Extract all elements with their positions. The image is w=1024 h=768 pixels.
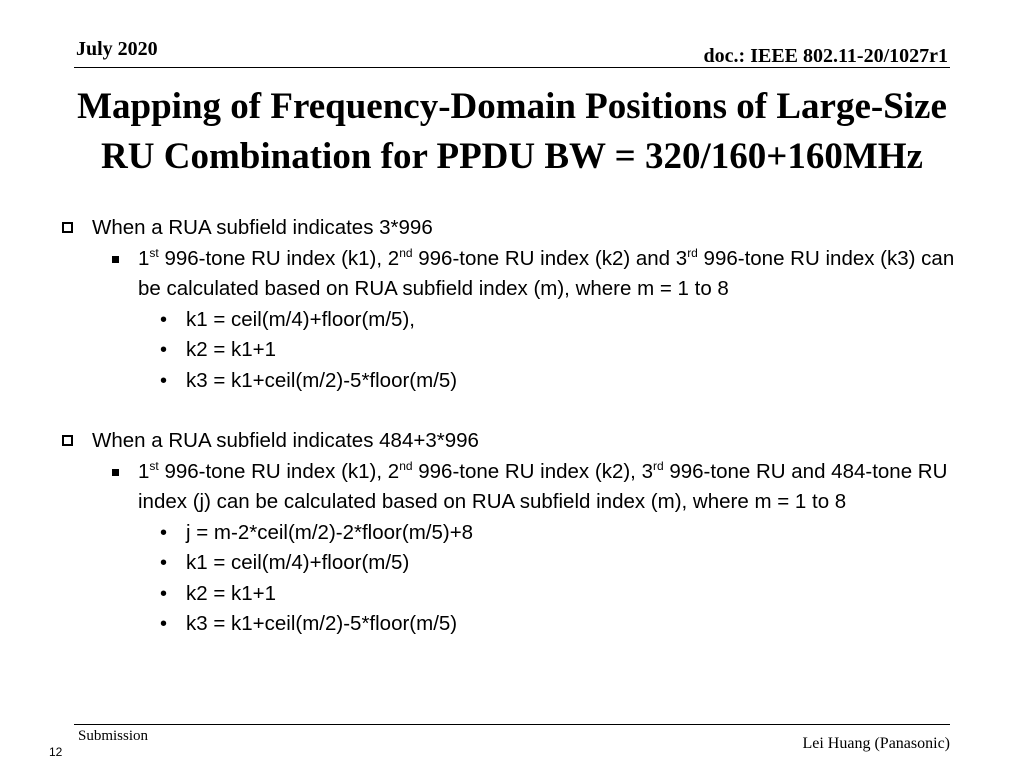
- section-2-point: 1st 996-tone RU index (k1), 2nd 996-tone RU index (k2), 3rd 996-tone RU and 484-tone RU index (j) can be calculated based on RUA subfield index (m), where m = 1 to 8: [0, 457, 958, 518]
- formula-item: • k3 = k1+ceil(m/2)-5*floor(m/5): [0, 366, 1024, 397]
- formula-item: • k1 = ceil(m/4)+floor(m/5): [0, 548, 1024, 579]
- header-divider: [74, 67, 950, 68]
- footer-author: Lei Huang (Panasonic): [802, 735, 950, 752]
- footer-divider: [74, 724, 950, 725]
- dot-bullet-icon: •: [160, 582, 168, 605]
- slide-title-line-2: RU Combination for PPDU BW = 320/160+160MHz: [101, 136, 923, 177]
- section-2-heading-text: When a RUA subfield indicates 484+3*996: [92, 429, 479, 452]
- formula-item: • k2 = k1+1: [0, 579, 1024, 610]
- slide-body: [0, 213, 1024, 640]
- checkbox-bullet-icon: [62, 222, 73, 233]
- formula-item: • k2 = k1+1: [0, 335, 1024, 366]
- formula-item: • k3 = k1+ceil(m/2)-5*floor(m/5): [0, 609, 1024, 640]
- dot-bullet-icon: •: [160, 521, 168, 544]
- slide-title: [20, 82, 1004, 182]
- dot-bullet-icon: •: [160, 613, 168, 635]
- section-1-heading: [0, 213, 1024, 244]
- header-date: July 2020: [76, 38, 158, 60]
- dot-bullet-icon: •: [160, 369, 168, 392]
- formula-item: • k1 = ceil(m/4)+floor(m/5),: [0, 305, 1024, 336]
- section-2-heading: [0, 426, 1024, 457]
- square-bullet-icon: [112, 469, 119, 476]
- section-1-point: 1st 996-tone RU index (k1), 2nd 996-tone RU index (k2) and 3rd 996-tone RU index (k3) can be calculated based on RUA subfield index (m), where m = 1 to 8: [0, 244, 958, 305]
- dot-bullet-icon: •: [160, 339, 168, 361]
- slide-title-line-1: Mapping of Frequency-Domain Positions of Large-Size: [77, 86, 947, 127]
- slide-number: 12: [49, 745, 63, 759]
- square-bullet-icon: [112, 256, 119, 263]
- section-spacer: [0, 396, 1024, 426]
- checkbox-bullet-icon: [62, 435, 73, 446]
- dot-bullet-icon: •: [160, 308, 168, 331]
- formula-item: • j = m-2*ceil(m/2)-2*floor(m/5)+8: [0, 518, 1024, 549]
- header-doc-id: doc.: IEEE 802.11-20/1027r1: [703, 45, 948, 67]
- dot-bullet-icon: •: [160, 552, 168, 574]
- footer-submission: Submission: [78, 728, 149, 744]
- section-1-heading-text: When a RUA subfield indicates 3*996: [92, 216, 433, 239]
